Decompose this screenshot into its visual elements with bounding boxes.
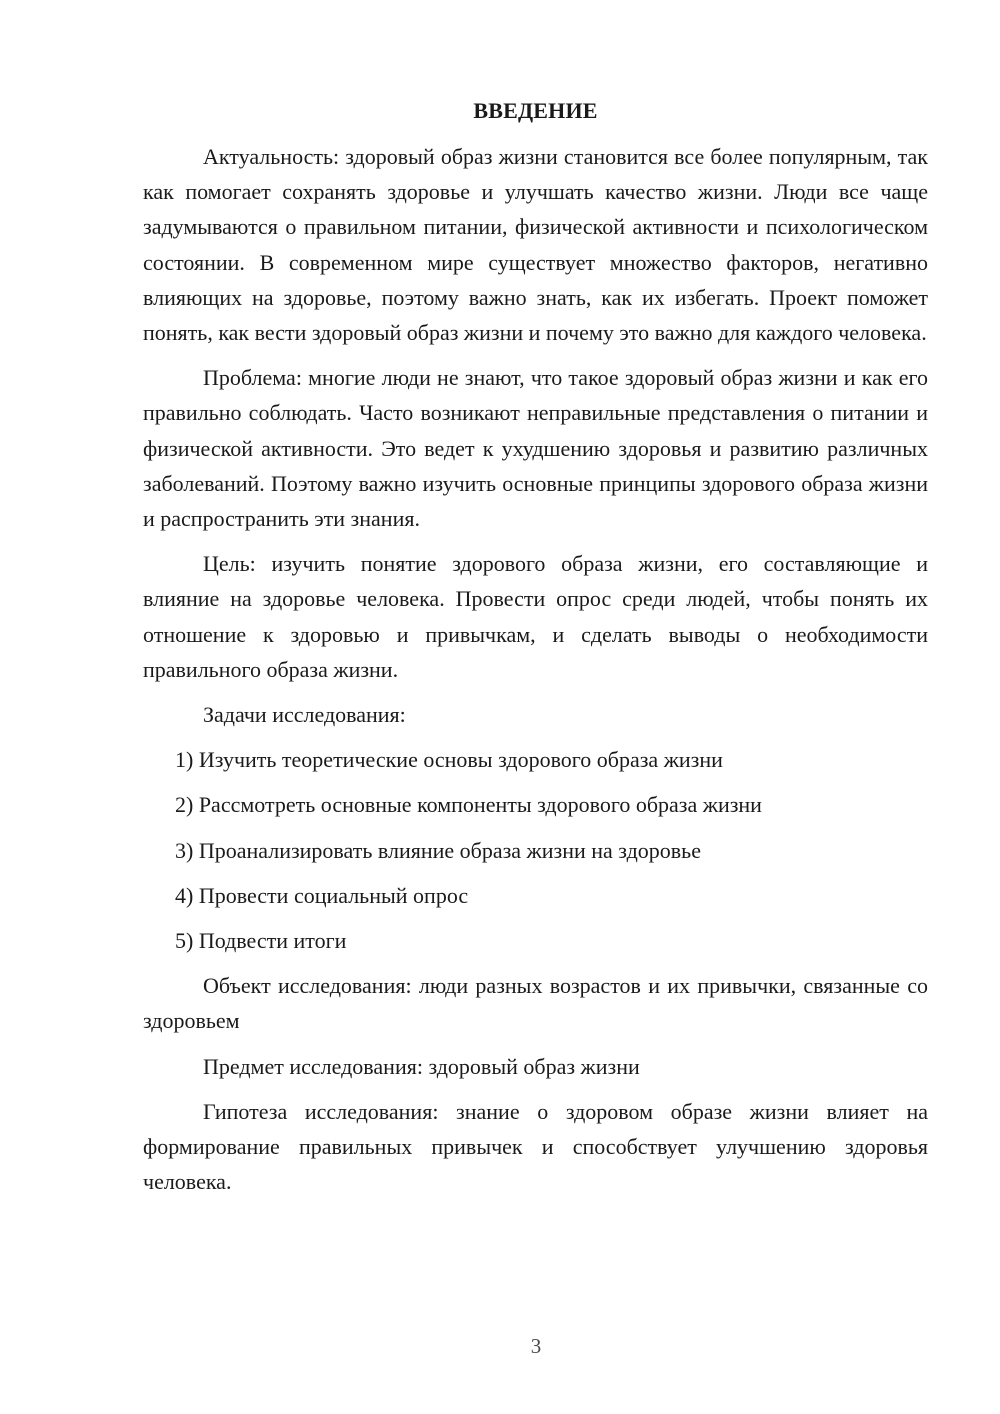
page-body	[143, 96, 928, 1209]
task-item: 4) Провести социальный опрос	[175, 882, 469, 908]
tasks-title: Задачи исследования:	[203, 702, 406, 728]
task-item: 2) Рассмотреть основные компоненты здорового образа жизни	[175, 792, 762, 818]
tasks-list	[143, 742, 928, 958]
section-heading: ВВЕДЕНИЕ	[473, 98, 598, 123]
goal-paragraph: Цель: изучить понятие здорового образа жизни, его составляющие и влияние на здоровье человека. Провести опрос среди людей, чтобы понять их отношение к здоровью и привычкам, и сделать выводы о необходимости правильного образа жизни.	[143, 551, 928, 682]
task-item: 1) Изучить теоретические основы здорового образа жизни	[175, 747, 723, 773]
task-item: 3) Проанализировать влияние образа жизни на здоровье	[175, 837, 701, 863]
relevance-paragraph: Актуальность: здоровый образ жизни становится все более популярным, так как помогает сохранять здоровье и улучшать качество жизни. Люди все чаще задумываются о правильном питании, физической активности и психологическом состоянии. В современном мире существует множество факторов, негативно влияющих на здоровье, поэтому важно знать, как их избегать. Проект поможет понять, как вести здоровый образ жизни и почему это важно для каждого человека.	[143, 144, 928, 346]
subject-paragraph: Предмет исследования: здоровый образ жизни	[203, 1053, 640, 1079]
object-paragraph: Объект исследования: люди разных возрастов и их привычки, связанные со здоровьем	[143, 973, 928, 1034]
task-item: 5) Подвести итоги	[175, 928, 347, 954]
problem-paragraph: Проблема: многие люди не знают, что такое здоровый образ жизни и как его правильно соблюдать. Часто возникают неправильные представления о питании и физической активности. Это ведет к ухудшению здоровья и развитию различных заболеваний. Поэтому важно изучить основные принципы здорового образа жизни и распространить эти знания.	[143, 365, 928, 532]
page-number: 3	[530, 1334, 542, 1358]
hypothesis-paragraph: Гипотеза исследования: знание о здоровом образе жизни влияет на формирование правильных привычек и способствует улучшению здоровья человека.	[143, 1098, 928, 1195]
